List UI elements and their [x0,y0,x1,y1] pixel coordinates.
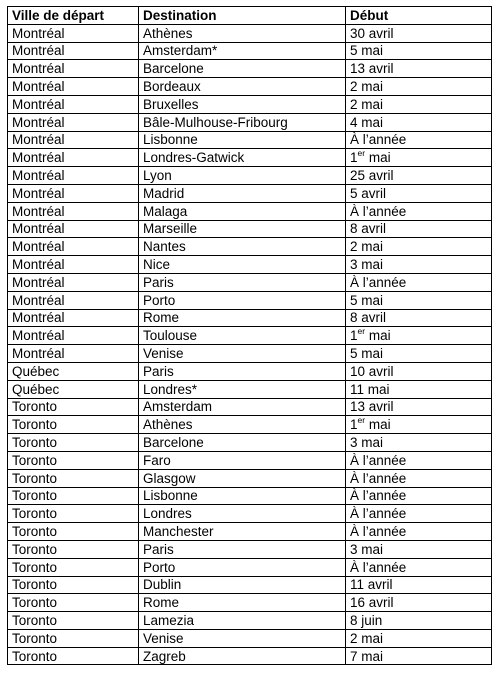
cell-start-date: 5 mai [346,42,492,60]
table-row [8,131,492,149]
cell-destination: Faro [139,451,346,469]
table-row [8,540,492,558]
cell-departure-city: Montréal [8,291,139,309]
cell-destination: Zagreb [139,647,346,665]
cell-start-date: À l’année [346,131,492,149]
cell-start-date: À l’année [346,273,492,291]
cell-start-date: 2 mai [346,238,492,256]
cell-start-date [346,327,492,345]
cell-destination: Paris [139,273,346,291]
cell-departure-city: Montréal [8,60,139,78]
cell-destination: Athènes [139,24,346,42]
cell-destination: Toulouse [139,327,346,345]
cell-departure-city: Toronto [8,505,139,523]
cell-destination: Rome [139,594,346,612]
cell-departure-city: Montréal [8,309,139,327]
cell-departure-city: Montréal [8,167,139,185]
cell-destination: Porto [139,291,346,309]
cell-destination: Paris [139,362,346,380]
cell-start-date: À l’année [346,505,492,523]
table-row [8,42,492,60]
cell-destination: Barcelone [139,60,346,78]
cell-departure-city: Montréal [8,24,139,42]
table-row [8,256,492,274]
cell-start-date: À l’année [346,451,492,469]
table-row [8,238,492,256]
cell-departure-city: Montréal [8,202,139,220]
cell-departure-city: Montréal [8,42,139,60]
cell-start-date: À l’année [346,487,492,505]
cell-destination: Porto [139,558,346,576]
cell-destination: Glasgow [139,469,346,487]
cell-destination: Lyon [139,167,346,185]
cell-destination: Amsterdam* [139,42,346,60]
cell-departure-city: Toronto [8,612,139,630]
table-row [8,273,492,291]
table-row [8,647,492,665]
table-row [8,309,492,327]
cell-start-date: 11 mai [346,380,492,398]
cell-destination: Londres [139,505,346,523]
cell-departure-city: Montréal [8,220,139,238]
cell-departure-city: Québec [8,362,139,380]
table-row [8,505,492,523]
cell-start-date: À l’année [346,202,492,220]
cell-departure-city: Toronto [8,629,139,647]
cell-start-date: 2 mai [346,78,492,96]
cell-start-date: 16 avril [346,594,492,612]
cell-destination: Lisbonne [139,131,346,149]
cell-destination: Marseille [139,220,346,238]
start-day: 1 [350,150,358,166]
cell-start-date: 30 avril [346,24,492,42]
cell-destination: Lamezia [139,612,346,630]
cell-start-date: À l’année [346,523,492,541]
cell-departure-city: Toronto [8,647,139,665]
start-month: mai [365,417,391,433]
start-day: 1 [350,328,358,344]
cell-destination: Rome [139,309,346,327]
cell-departure-city: Montréal [8,95,139,113]
cell-destination: Venise [139,345,346,363]
cell-destination: Manchester [139,523,346,541]
cell-departure-city: Toronto [8,398,139,416]
table-row [8,184,492,202]
table-row [8,167,492,185]
cell-departure-city: Toronto [8,451,139,469]
table-row [8,291,492,309]
table-row [8,398,492,416]
table-row [8,113,492,131]
cell-departure-city: Toronto [8,469,139,487]
cell-start-date: 4 mai [346,113,492,131]
cell-departure-city: Toronto [8,540,139,558]
cell-destination: Nice [139,256,346,274]
cell-destination: Malaga [139,202,346,220]
cell-destination: Amsterdam [139,398,346,416]
cell-destination: Venise [139,629,346,647]
cell-departure-city: Toronto [8,576,139,594]
cell-start-date: 5 mai [346,291,492,309]
cell-start-date: 8 avril [346,220,492,238]
cell-start-date: À l’année [346,469,492,487]
cell-start-date: 2 mai [346,629,492,647]
header-start-date: Début [346,7,492,25]
table-body [8,24,492,665]
table-row [8,523,492,541]
cell-start-date: 10 avril [346,362,492,380]
table-row [8,220,492,238]
table-header [8,7,492,25]
table-row [8,60,492,78]
cell-departure-city: Toronto [8,416,139,434]
cell-start-date: 13 avril [346,398,492,416]
table-row [8,469,492,487]
table-row [8,24,492,42]
cell-destination: Bordeaux [139,78,346,96]
cell-start-date: 2 mai [346,95,492,113]
cell-departure-city: Montréal [8,273,139,291]
cell-destination: Bruxelles [139,95,346,113]
cell-destination: Paris [139,540,346,558]
header-row [8,7,492,25]
table-row [8,95,492,113]
cell-start-date: 25 avril [346,167,492,185]
cell-departure-city: Montréal [8,238,139,256]
table-row [8,451,492,469]
table-row [8,612,492,630]
table-row [8,434,492,452]
cell-departure-city: Toronto [8,594,139,612]
table-row [8,149,492,167]
cell-start-date: 8 avril [346,309,492,327]
cell-departure-city: Montréal [8,345,139,363]
header-departure-city: Ville de départ [8,7,139,25]
table-row [8,345,492,363]
cell-start-date: 3 mai [346,256,492,274]
ordinal-suffix: er [357,415,366,425]
table-row [8,380,492,398]
table-row [8,362,492,380]
cell-departure-city: Montréal [8,184,139,202]
start-month: mai [365,150,391,166]
table-row [8,558,492,576]
start-day: 1 [350,417,358,433]
flight-schedule-table [7,6,492,665]
cell-departure-city: Toronto [8,523,139,541]
cell-destination: Madrid [139,184,346,202]
cell-destination: Bâle-Mulhouse-Fribourg [139,113,346,131]
cell-start-date: 3 mai [346,540,492,558]
header-destination: Destination [139,7,346,25]
table-row [8,629,492,647]
start-month: mai [365,328,391,344]
table-row [8,576,492,594]
cell-destination: Athènes [139,416,346,434]
table-row [8,78,492,96]
cell-start-date [346,416,492,434]
cell-start-date: 5 avril [346,184,492,202]
cell-destination: Lisbonne [139,487,346,505]
ordinal-suffix: er [357,326,366,336]
cell-destination: Londres* [139,380,346,398]
cell-departure-city: Montréal [8,256,139,274]
table-row [8,594,492,612]
cell-departure-city: Toronto [8,487,139,505]
table-row [8,487,492,505]
cell-departure-city: Montréal [8,149,139,167]
cell-start-date [346,149,492,167]
cell-start-date: 11 avril [346,576,492,594]
cell-departure-city: Montréal [8,113,139,131]
cell-destination: Dublin [139,576,346,594]
table-row [8,202,492,220]
ordinal-suffix: er [357,148,366,158]
cell-departure-city: Montréal [8,78,139,96]
cell-start-date: 7 mai [346,647,492,665]
cell-start-date: 3 mai [346,434,492,452]
cell-start-date: À l’année [346,558,492,576]
table-row [8,416,492,434]
table-row [8,327,492,345]
cell-start-date: 5 mai [346,345,492,363]
cell-departure-city: Toronto [8,434,139,452]
cell-destination: Londres-Gatwick [139,149,346,167]
cell-start-date: 13 avril [346,60,492,78]
cell-start-date: 8 juin [346,612,492,630]
cell-departure-city: Montréal [8,327,139,345]
cell-destination: Barcelone [139,434,346,452]
cell-departure-city: Montréal [8,131,139,149]
cell-departure-city: Toronto [8,558,139,576]
cell-destination: Nantes [139,238,346,256]
cell-departure-city: Québec [8,380,139,398]
